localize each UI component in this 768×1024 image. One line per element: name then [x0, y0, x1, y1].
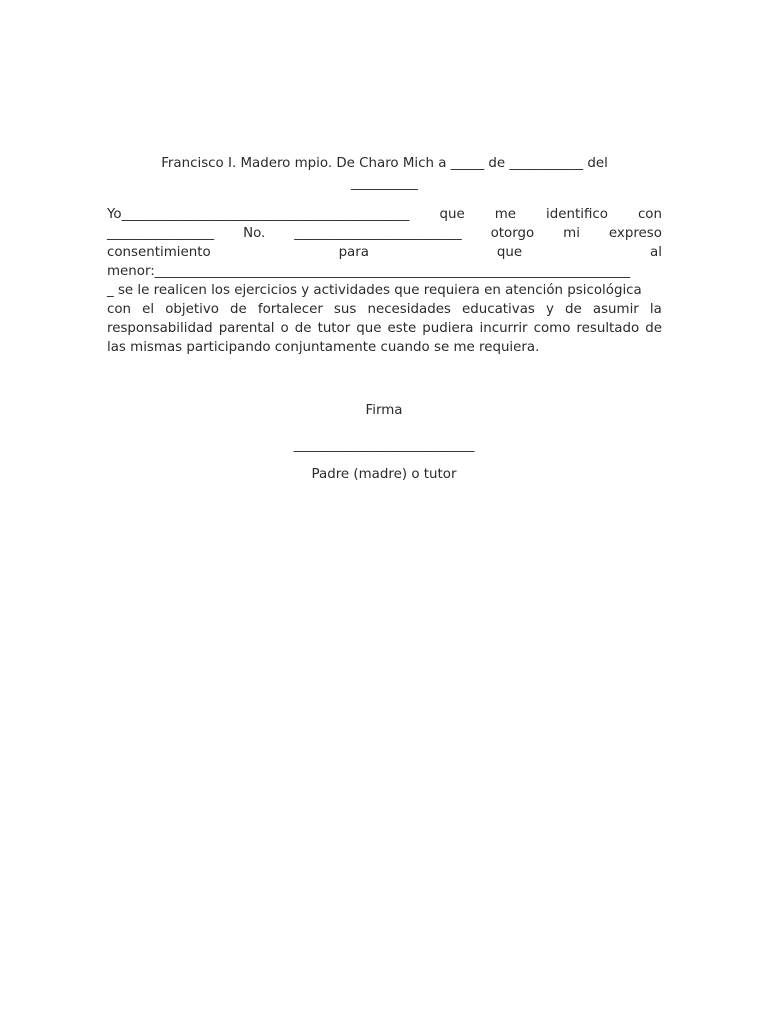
word: la — [649, 302, 662, 317]
word: de — [294, 321, 312, 336]
word: tutor — [317, 321, 351, 336]
signature-title: Firma — [365, 403, 403, 418]
word: resultado — [576, 321, 640, 336]
word: con — [637, 207, 662, 222]
consent-paragraph-line-7 — [107, 319, 662, 338]
word: que — [496, 245, 523, 260]
word: y — [545, 302, 554, 317]
word: de — [230, 302, 247, 317]
consent-paragraph-line-6 — [107, 300, 662, 319]
word: No. — [243, 226, 266, 241]
word: expreso — [608, 226, 662, 241]
word: responsabilidad — [107, 321, 213, 336]
word: de — [645, 321, 662, 336]
consent-paragraph-line-5: _ se le realicen los ejercicios y actividades que requiera en atención psicológica — [107, 283, 642, 298]
word: parental — [218, 321, 275, 336]
word: otorgo — [490, 226, 535, 241]
word: como — [533, 321, 571, 336]
consent-paragraph-line-3 — [107, 243, 662, 262]
word: sus — [333, 302, 357, 317]
word: para — [338, 245, 369, 260]
word: que — [439, 207, 465, 222]
word: de — [565, 302, 582, 317]
word: consentimiento — [107, 245, 211, 260]
word: que — [356, 321, 382, 336]
word: pudiera — [422, 321, 474, 336]
word: al — [650, 245, 662, 260]
word: incurrir — [479, 321, 528, 336]
consent-paragraph-line-8: las mismas participando conjuntamente cuando se me requiera. — [107, 340, 540, 355]
consent-paragraph-line-2 — [107, 224, 662, 243]
word: fortalecer — [257, 302, 323, 317]
word: mi — [563, 226, 580, 241]
id-number-blank: _________________________ — [294, 226, 462, 241]
parent-name-blank: Yo___________________________________________ — [107, 207, 410, 222]
consent-paragraph-line-1 — [107, 205, 662, 224]
signature-caption: Padre (madre) o tutor — [311, 467, 457, 482]
signature-line: ___________________________ — [293, 438, 475, 453]
word: con — [107, 302, 132, 317]
word: el — [142, 302, 155, 317]
word: me — [494, 207, 517, 222]
id-type-blank: ________________ — [107, 226, 215, 241]
word: objetivo — [165, 302, 219, 317]
word: este — [387, 321, 417, 336]
place-date-line: Francisco I. Madero mpio. De Charo Mich a _____ de ___________ del — [161, 156, 608, 171]
word: necesidades — [367, 302, 451, 317]
word: educativas — [462, 302, 535, 317]
word: identifico — [546, 207, 608, 222]
word: asumir — [592, 302, 639, 317]
minor-name-blank-line: menor:_______________________________________________________________________ — [107, 264, 631, 279]
place-date-line-continuation: __________ — [351, 176, 418, 191]
word: o — [280, 321, 289, 336]
